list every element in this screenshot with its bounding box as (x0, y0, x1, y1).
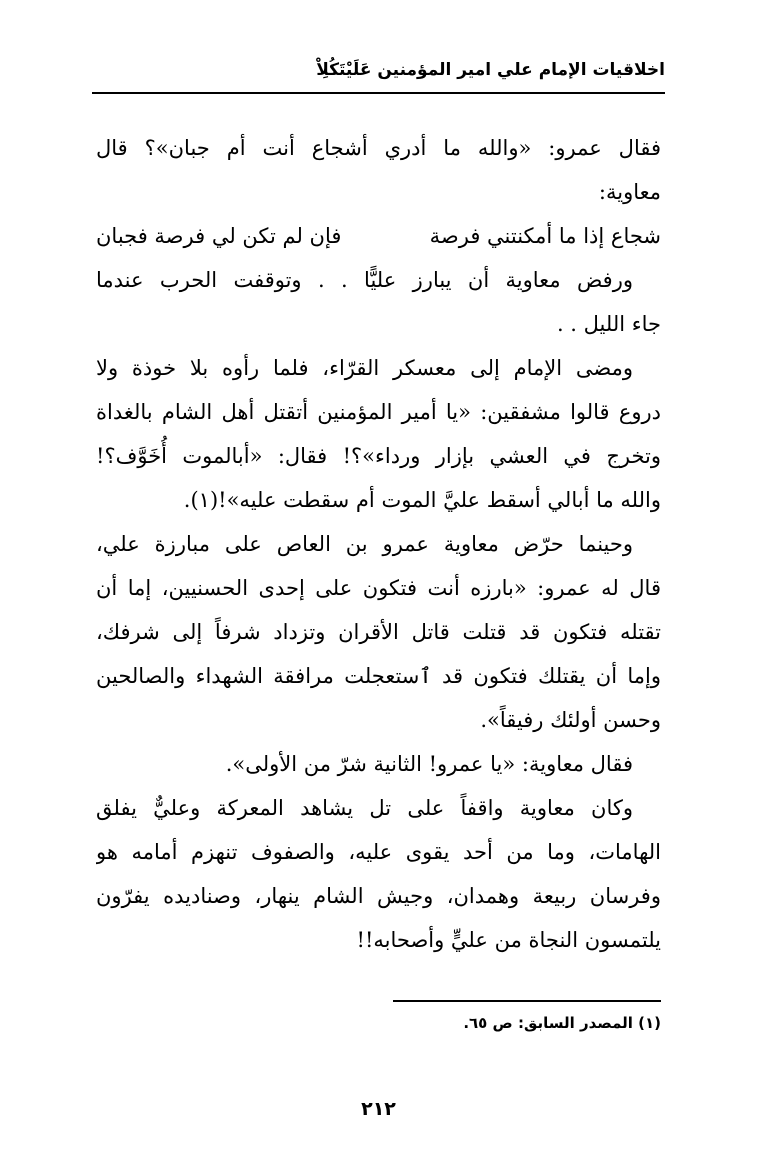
footnote-divider (393, 1000, 661, 1002)
text-line: معاوية: (598, 180, 661, 204)
text-line: وفرسان ربيعة وهمدان، وجيش الشام ينهار، وصناديده يفرّون (96, 884, 661, 908)
page-number: ٢١٢ (361, 1098, 396, 1120)
running-header (92, 58, 665, 94)
text-line: قال له عمرو: «بارزه أنت فتكون على إحدى الحسنيين، إما أن (96, 576, 661, 600)
text-line: وحسن أولئك رفيقاً». (480, 708, 661, 732)
text-line: ورفض معاوية أن يبارز عليًّا . . وتوقفت الحرب عندما (96, 268, 633, 292)
text-line: تقتله فتكون قد قتلت قاتل الأقران وتزداد شرفاً إلى شرفك، (96, 620, 661, 644)
footnote: (١) المصدر السابق: ص ٦٥. (463, 1014, 661, 1032)
text-line: ومضى الإمام إلى معسكر القرّاء، فلما رأوه بلا خوذة ولا (96, 356, 633, 380)
header-title: اخلاقيات الإمام علي امير المؤمنين عَلَيْتَكُلِاْ (316, 60, 665, 80)
text-line: وتخرج في العشي بإزار ورداء»؟! فقال: «أبالموت أُخَوَّف؟! (96, 444, 661, 468)
text-line: يلتمسون النجاة من عليٍّ وأصحابه!! (356, 928, 661, 952)
poetry-verse (96, 214, 661, 258)
text-line: دروع قالوا مشفقين: «يا أمير المؤمنين أتقتل أهل الشام بالغداة (96, 400, 661, 424)
page-body (96, 126, 661, 962)
text-line: الهامات، وما من أحد يقوى عليه، والصفوف تنهزم أمامه هو (96, 840, 661, 864)
text-line: وكان معاوية واقفاً على تل يشاهد المعركة وعليٌّ يفلق (96, 796, 633, 820)
text-line: والله ما أبالي أسقط عليَّ الموت أم سقطت عليه»!(١). (183, 488, 661, 512)
text-line: وإما أن يقتلك فتكون قد ٱستعجلت مرافقة الشهداء والصالحين (96, 664, 661, 688)
verse-first-hemistich: شجاع إذا ما أمكنتني فرصة (429, 224, 661, 248)
text-line: فقال عمرو: «والله ما أدري أشجاع أنت أم جبان»؟ قال (96, 136, 661, 160)
text-line: فقال معاوية: «يا عمرو! الثانية شرّ من الأولى». (225, 752, 633, 776)
text-line: جاء الليل . . (556, 312, 661, 336)
verse-second-hemistich: فإن لم تكن لي فرصة فجبان (96, 224, 342, 248)
text-line: وحينما حرّض معاوية عمرو بن العاص على مبارزة علي، (96, 532, 633, 556)
